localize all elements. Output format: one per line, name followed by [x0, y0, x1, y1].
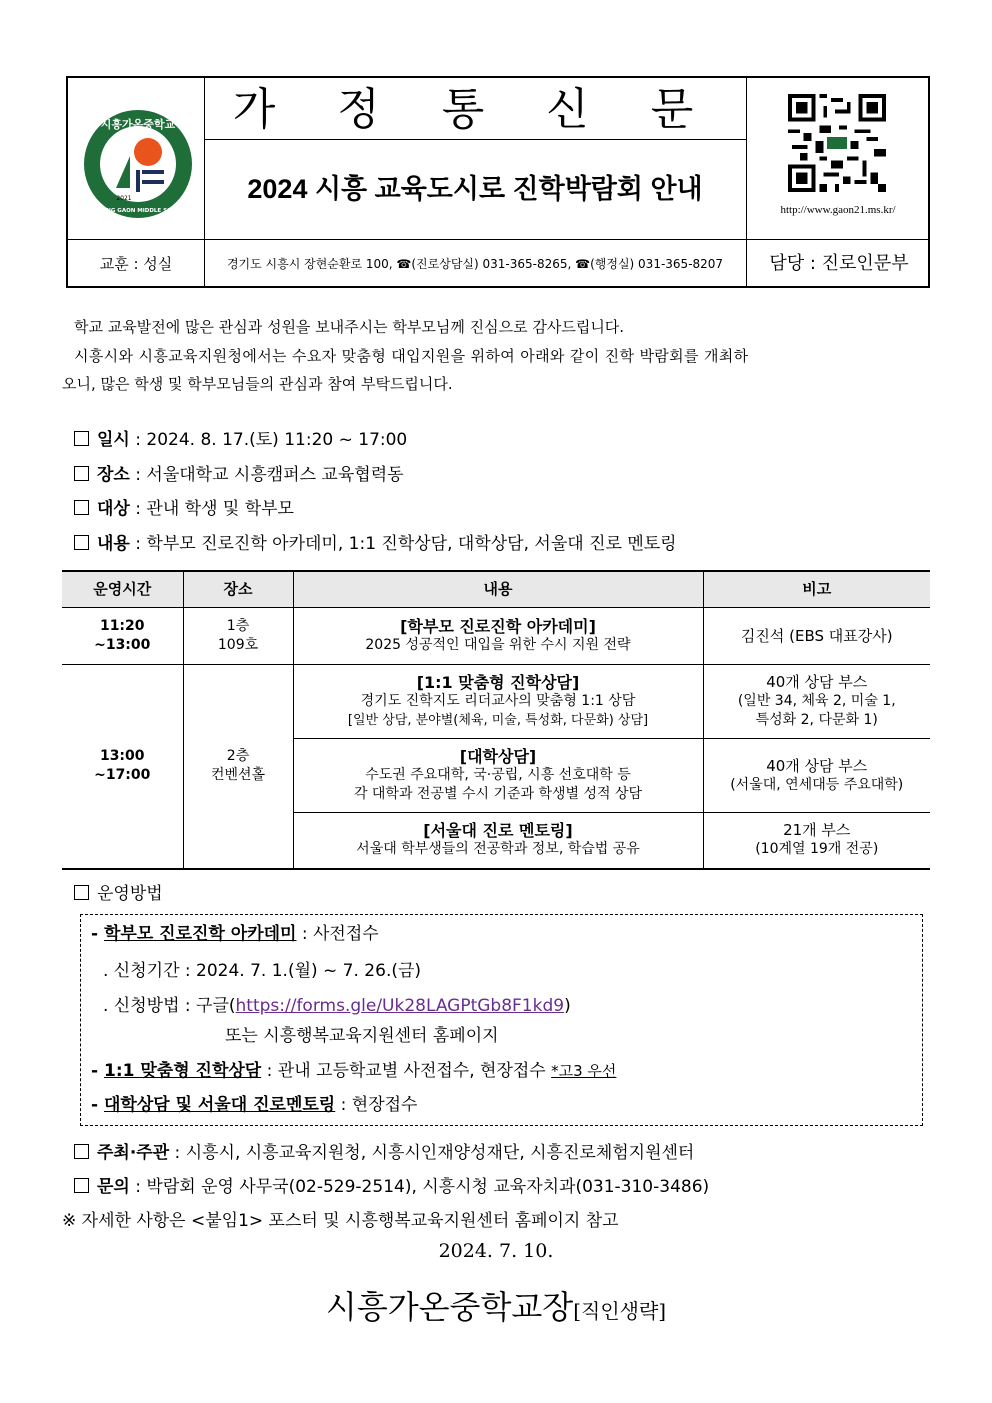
intro-line-1: 학교 교육발전에 많은 관심과 성원을 보내주시는 학부모님께 진심으로 감사드립니다.: [74, 318, 625, 336]
signer-name: 시흥가온중학교장: [325, 1288, 574, 1326]
school-url[interactable]: http://www.gaon21.ms.kr/: [780, 204, 896, 216]
school-logo: [82, 108, 194, 220]
detail-place: [74, 461, 404, 489]
google-form-link[interactable]: https://forms.gle/Uk28LAGPtGb8F1kd9: [235, 996, 565, 1016]
doc-subtitle: 2024 시흥 교육도시로 진학박람회 안내: [247, 174, 703, 204]
contact-info: 문의 : 박람회 운영 사무국(02-529-2514), 시흥시청 교육자치과(031-310-3486): [74, 1173, 709, 1201]
method-box: [80, 914, 923, 1126]
place-cell: 1층 109호: [183, 608, 293, 665]
checkbox-square-icon: [74, 535, 89, 550]
detail-value: : 학부모 진로진학 아카데미, 1:1 진학상담, 대학상담, 서울대 진로 멘토링: [129, 534, 677, 554]
table-row: [62, 665, 930, 739]
intro-line-2: 시흥시와 시흥교육지원청에서는 수요자 맞춤형 대입지원을 위하여 아래와 같이 진학 박람회를 개최하: [74, 347, 749, 365]
logo-title: 시흥가온중학교: [100, 118, 176, 131]
qr-code-icon[interactable]: [788, 94, 886, 192]
header-time: 운영시간: [62, 571, 183, 608]
note-cell: 40개 상담 부스 (서울대, 연세대등 주요대학): [703, 739, 930, 813]
detail-value: : 관내 학생 및 학부모: [129, 499, 294, 519]
header-note: 비고: [703, 571, 930, 608]
seal-omitted: [직인생략]: [573, 1299, 667, 1323]
time-cell: 13:00 ~17:00: [62, 665, 183, 869]
doc-title: 가 정 통 신 문: [232, 84, 718, 135]
note-cell: 김진석 (EBS 대표강사): [703, 608, 930, 665]
detail-label: 장소: [97, 465, 130, 485]
detail-target: [74, 495, 294, 523]
detail-value: : 2024. 8. 17.(토) 11:20 ~ 17:00: [129, 430, 408, 450]
detail-label: 대상: [97, 499, 130, 519]
header-content: 내용: [293, 571, 703, 608]
method-counseling: - 1:1 맞춤형 진학상담 : 관내 고등학교별 사전접수, 현장접수 *고3 우선: [91, 1061, 617, 1081]
host-info: 주최·주관 : 시흥시, 시흥교육지원청, 시흥시인재양성재단, 시흥진로체험지원센터: [74, 1139, 694, 1167]
department-in-charge: 담당 : 진로인문부: [769, 253, 909, 274]
method-university-mentoring: - 대학상담 및 서울대 진로멘토링 : 현장접수: [91, 1095, 418, 1115]
issue-date: 2024. 7. 10.: [438, 1240, 554, 1262]
content-cell: [1:1 맞춤형 진학상담] 경기도 진학지도 리더교사의 맞춤형 1:1 상담 [일반 상담, 분야별(체육, 미술, 특성화, 다문화) 상담]: [293, 665, 703, 739]
content-cell: [학부모 진로진학 아카데미] 2025 성공적인 대입을 위한 수시 지원 전략: [293, 608, 703, 665]
detail-label: 내용: [97, 534, 130, 554]
method-academy-alt: 또는 시흥행복교육지원센터 홈페이지: [225, 1026, 499, 1046]
checkbox-square-icon: [74, 431, 89, 446]
content-cell: [대학상담] 수도권 주요대학, 국·공립, 시흥 선호대학 등 각 대학과 전공별 수시 기준과 학생별 성적 상담: [293, 739, 703, 813]
checkbox-square-icon: [74, 466, 89, 481]
checkbox-square-icon: [74, 500, 89, 515]
content-cell: [서울대 진로 멘토링] 서울대 학부생들의 전공학과 정보, 학습법 공유: [293, 813, 703, 869]
header-box: [66, 76, 930, 288]
checkbox-square-icon: [74, 1144, 89, 1159]
intro-line-3: 오니, 많은 학생 및 학부모님들의 관심과 참여 부탁드립니다.: [62, 375, 453, 393]
detail-content: [74, 530, 677, 558]
school-address: 경기도 시흥시 장현순환로 100, ☎(진로상담실) 031-365-8265, ☎(행정실) 031-365-8207: [226, 257, 724, 271]
header-place: 장소: [183, 571, 293, 608]
reference-note: ※ 자세한 사항은 <붙임1> 포스터 및 시흥행복교육지원센터 홈페이지 참고: [62, 1211, 619, 1231]
place-cell: 2층 컨벤션홀: [183, 665, 293, 869]
table-header-row: [62, 571, 930, 608]
checkbox-square-icon: [74, 885, 89, 900]
logo-english-name: SIHEUNG GAON MIDDLE SCHOOL: [87, 208, 189, 214]
detail-label: 일시: [97, 430, 130, 450]
schedule-table: [62, 570, 930, 870]
method-academy-how: . 신청방법 : 구글(https://forms.gle/Uk28LAGPtGb8F1kd9): [103, 996, 571, 1016]
note-cell: 21개 부스 (10계열 19개 전공): [703, 813, 930, 869]
signature-line: [0, 1282, 992, 1328]
checkbox-square-icon: [74, 1178, 89, 1193]
school-motto: 교훈 : 성실: [99, 255, 173, 273]
table-row: [62, 608, 930, 665]
method-heading: 운영방법: [74, 880, 163, 908]
method-academy-period: . 신청기간 : 2024. 7. 1.(월) ~ 7. 26.(금): [103, 961, 422, 981]
detail-date: [74, 426, 407, 454]
logo-year: 2021: [116, 195, 132, 202]
note-cell: 40개 상담 부스 (일반 34, 체육 2, 미술 1, 특성화 2, 다문화 1): [703, 665, 930, 739]
time-cell: 11:20 ~13:00: [62, 608, 183, 665]
method-academy: - 학부모 진로진학 아카데미 : 사전접수: [91, 924, 379, 944]
detail-value: : 서울대학교 시흥캠퍼스 교육협력동: [129, 465, 404, 485]
